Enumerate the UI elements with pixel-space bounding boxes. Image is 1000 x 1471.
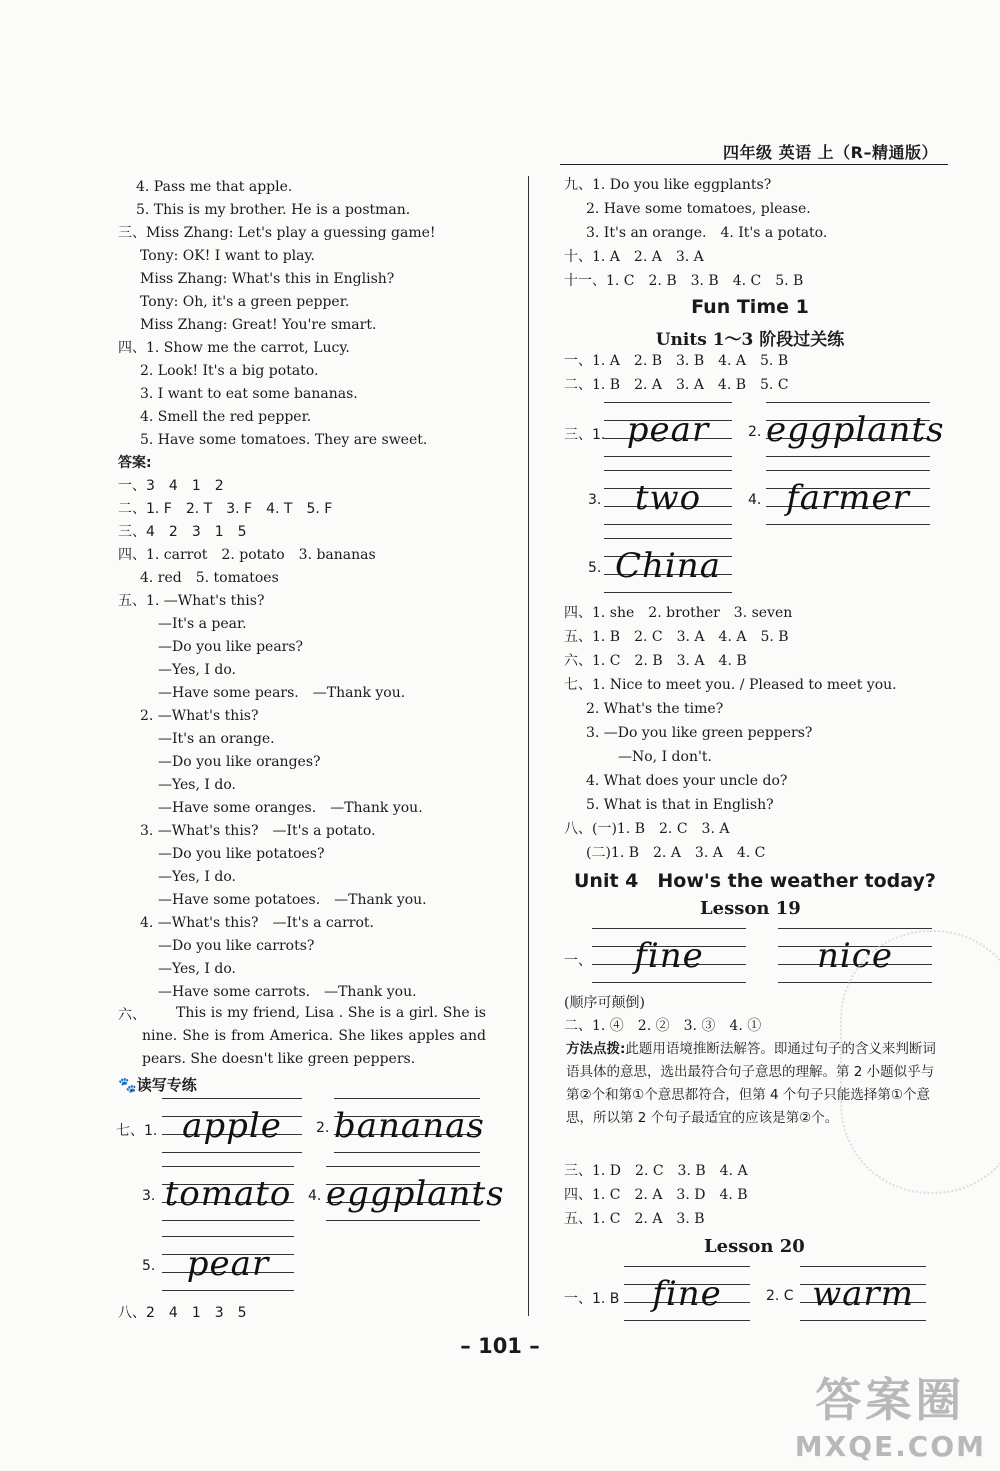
hw-word: apple — [182, 1106, 282, 1146]
right-line: 3. —Do you like green peppers? — [586, 725, 813, 741]
page-number: – 101 – — [460, 1334, 540, 1358]
hw-word: eggplants — [326, 1174, 505, 1214]
left-line: 4. —What's this? —It's a carrot. — [140, 915, 374, 931]
right-line: (二)1. B 2. A 3. A 4. C — [586, 845, 766, 861]
six-label: 六、 — [118, 1007, 146, 1023]
hw-box-warm — [800, 1266, 926, 1322]
header-rule — [560, 164, 948, 165]
right-line: 2. What's the time? — [586, 701, 724, 717]
stamp-decoration — [840, 930, 1000, 1194]
left-line: 三、4 2 3 1 5 — [118, 524, 247, 540]
hw-box-farmer — [766, 470, 930, 526]
left-line: 五、1. —What's this? — [118, 593, 265, 609]
left-line: Tony: OK! I want to play. — [140, 248, 315, 264]
hw-word: fine — [634, 936, 704, 976]
left-line: 3. I want to eat some bananas. — [140, 386, 358, 402]
left-line: 四、1. Show me the carrot, Lucy. — [118, 340, 350, 356]
six-paragraph: This is my friend, Lisa . She is a girl. She is nine. She is from America. She likes apples and pears. She doesn't like green peppers. — [142, 1005, 486, 1067]
left-line: 4. Pass me that apple. — [136, 179, 293, 195]
right-line: 4. What does your uncle do? — [586, 773, 788, 789]
hw-box-fine — [592, 928, 746, 984]
right-line: (顺序可颠倒) — [564, 995, 645, 1011]
hw-label: 2. C — [766, 1288, 794, 1304]
hw-label: 一、1. B — [564, 1291, 620, 1307]
method-label: 方法点拨: — [566, 1041, 626, 1057]
unit4-title: Unit 4 How's the weather today? — [574, 870, 936, 892]
hw-word: warm — [812, 1274, 914, 1314]
left-line: Miss Zhang: Great! You're smart. — [140, 317, 377, 333]
right-line: 十一、1. C 2. B 3. B 4. C 5. B — [564, 273, 804, 289]
left-line: —Have some carrots. —Thank you. — [158, 984, 417, 1000]
left-line: Miss Zhang: What's this in English? — [140, 271, 395, 287]
left-line: 3. —What's this? —It's a potato. — [140, 823, 376, 839]
right-line: 五、1. B 2. C 3. A 4. A 5. B — [564, 629, 789, 645]
hw-label: 4. — [748, 492, 762, 508]
watermark: 答案圈 MXQE.COM — [794, 1373, 986, 1463]
hw-word: pear — [626, 410, 710, 450]
hw-word: eggplants — [766, 410, 945, 450]
left-line: 5. Have some tomatoes. They are sweet. — [140, 432, 428, 448]
right-line: 七、1. Nice to meet you. / Pleased to meet you. — [564, 677, 897, 693]
hw-box-eggplants — [766, 402, 945, 458]
left-line: —Do you like carrots? — [158, 938, 315, 954]
right-line: 四、1. C 2. A 3. D 4. B — [564, 1187, 748, 1203]
hw-box-eggplants — [326, 1166, 505, 1222]
left-line: 2. Look! It's a big potato. — [140, 363, 319, 379]
right-line: 二、1. B 2. A 3. A 4. B 5. C — [564, 377, 789, 393]
left-line: —Do you like potatoes? — [158, 846, 325, 862]
left-line: 2. —What's this? — [140, 708, 259, 724]
right-line: 四、1. she 2. brother 3. seven — [564, 605, 793, 621]
left-line: 5. This is my brother. He is a postman. — [136, 202, 411, 218]
left-line: 一、3 4 1 2 — [118, 478, 224, 494]
hw-label: 4. — [308, 1188, 322, 1204]
left-line: —Have some oranges. —Thank you. — [158, 800, 423, 816]
hw-label: 一、 — [564, 953, 592, 969]
page-header: 四年级 英语 上（R–精通版） — [723, 143, 938, 162]
eight-answer: 八、2 4 1 3 5 — [118, 1305, 247, 1321]
right-line: 十、1. A 2. A 3. A — [564, 249, 704, 265]
left-line: 4. red 5. tomatoes — [140, 570, 279, 586]
hw-word: pear — [186, 1244, 270, 1284]
left-line: —Yes, I do. — [158, 961, 236, 977]
left-line: —Do you like oranges? — [158, 754, 321, 770]
left-line: —It's an orange. — [158, 731, 275, 747]
hw-word: tomato — [164, 1174, 292, 1214]
right-line: 六、1. C 2. B 3. A 4. B — [564, 653, 747, 669]
hw-label: 七、1. — [116, 1123, 158, 1139]
hw-label: 5. — [588, 560, 602, 576]
left-line: —Yes, I do. — [158, 869, 236, 885]
hw-box-china — [604, 538, 732, 594]
right-line: 一、1. A 2. B 3. B 4. A 5. B — [564, 353, 789, 369]
column-divider — [528, 176, 529, 1316]
right-line: 二、1. ④ 2. ② 3. ③ 4. ① — [564, 1018, 762, 1034]
left-line: —Yes, I do. — [158, 662, 236, 678]
units-title: Units 1～3 阶段过关练 — [655, 330, 845, 350]
left-line: —Have some pears. —Thank you. — [158, 685, 406, 701]
right-line: 三、1. D 2. C 3. B 4. A — [564, 1163, 748, 1179]
right-line: 九、1. Do you like eggplants? — [564, 177, 772, 193]
right-line: —No, I don't. — [618, 749, 712, 765]
hw-word: fine — [652, 1274, 722, 1314]
hw-label: 5. — [142, 1258, 156, 1274]
hw-box-fine — [624, 1266, 750, 1322]
hw-label: 3. — [142, 1188, 156, 1204]
lesson20-title: Lesson 20 — [704, 1236, 805, 1257]
hw-box-apple — [162, 1098, 302, 1154]
left-line: 4. Smell the red pepper. — [140, 409, 312, 425]
left-line: —Yes, I do. — [158, 777, 236, 793]
right-line: 2. Have some tomatoes, please. — [586, 201, 811, 217]
hw-label: 2. — [316, 1120, 330, 1136]
left-line: 四、1. carrot 2. potato 3. bananas — [118, 547, 376, 563]
hw-label: 3. — [588, 492, 602, 508]
hw-label: 三、1. — [564, 427, 606, 443]
left-line: Tony: Oh, it's a green pepper. — [140, 294, 350, 310]
hw-box-pear — [604, 402, 732, 458]
answers-heading: 答案: — [118, 455, 152, 471]
right-line: 五、1. C 2. A 3. B — [564, 1211, 705, 1227]
fun-time-title: Fun Time 1 — [691, 296, 809, 318]
hw-box-two — [604, 470, 732, 526]
left-line: —Have some potatoes. —Thank you. — [158, 892, 427, 908]
left-line: 三、Miss Zhang: Let's play a guessing game! — [118, 225, 436, 241]
hw-label: 2. — [748, 424, 762, 440]
lesson19-title: Lesson 19 — [700, 898, 801, 919]
hw-word: nice — [817, 936, 893, 976]
hw-word: two — [634, 478, 702, 518]
method-text: 此题用语境推断法解答。即通过句子的含义来判断词语具体的意思，选出最符合句子意思的理解。第 2 小题似乎与第②个和第①个意思都符合，但第 4 个句子只能选择第①个意思，所以第 2 个句子最适宜的应该是第②个。 — [566, 1041, 936, 1126]
section-heading: 🐾读写专练 — [118, 1076, 197, 1094]
hw-box-tomato — [162, 1166, 294, 1222]
paw-icon: 🐾 — [118, 1076, 137, 1094]
hw-box-pear — [162, 1236, 294, 1292]
hw-word: farmer — [786, 478, 910, 518]
hw-word: bananas — [334, 1106, 485, 1146]
right-line: 3. It's an orange. 4. It's a potato. — [586, 225, 828, 241]
left-line: 二、1. F 2. T 3. F 4. T 5. F — [118, 501, 333, 517]
right-line: 八、(一)1. B 2. C 3. A — [564, 821, 730, 837]
right-line: 5. What is that in English? — [586, 797, 774, 813]
hw-word: China — [615, 546, 721, 586]
left-line: —Do you like pears? — [158, 639, 304, 655]
left-line: —It's a pear. — [158, 616, 247, 632]
hw-box-bananas — [334, 1098, 485, 1154]
